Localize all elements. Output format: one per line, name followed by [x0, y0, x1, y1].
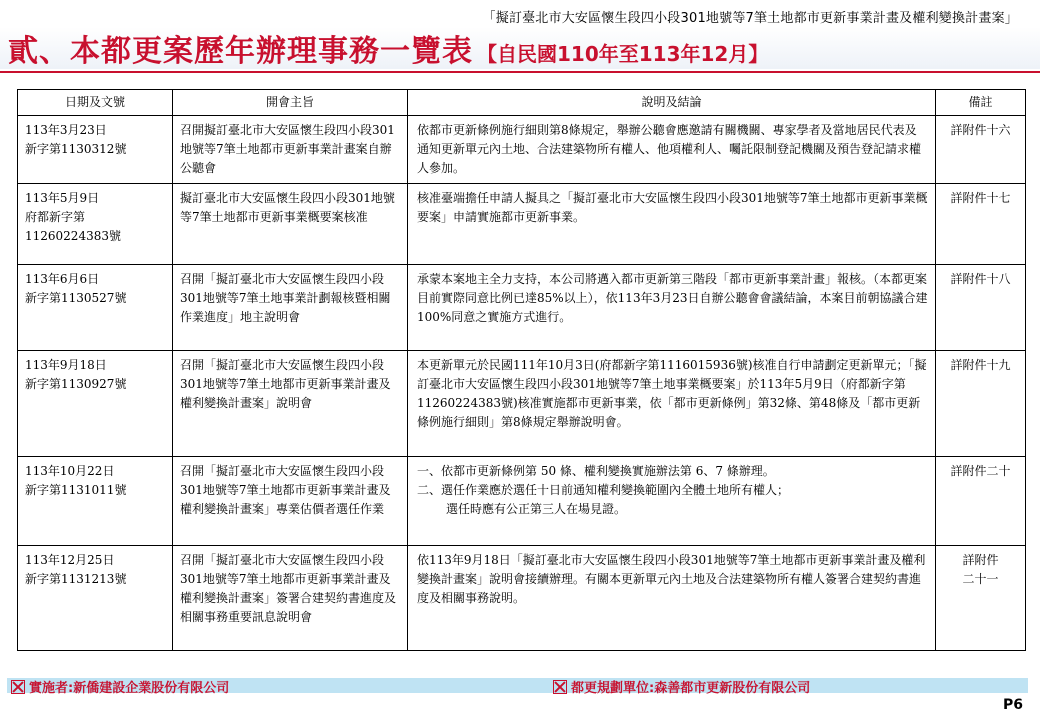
- cross-mark-icon: [553, 680, 567, 694]
- plan-subtitle: 「擬訂臺北市大安區懷生段四小段301地號等7筆土地都市更新事業計畫及權利變換計畫案」: [482, 11, 1018, 26]
- subject-cell: 召開擬訂臺北市大安區懷生段四小段301地號等7筆土地都市更新事業計畫案自辦公聽會: [173, 116, 408, 184]
- doc-number: 新字第1130927號: [25, 377, 127, 391]
- note-cell: 詳附件十六: [936, 116, 1026, 184]
- table-row: [18, 546, 1026, 651]
- doc-number: 新字第1130312號: [25, 142, 127, 156]
- note-cell: [936, 546, 1026, 651]
- planner-text: 都更規劃單位:森善都市更新股份有限公司: [571, 681, 811, 696]
- date-doc-cell: [18, 265, 173, 351]
- description-item: 二、選任作業應於選任十日前通知權利變換範圍內全體土地所有權人；: [417, 483, 790, 497]
- description-cell: 核准臺端擔任申請人擬具之「擬訂臺北市大安區懷生段四小段301地號等7筆土地都市更新事業概要案」申請實施都市更新事業。: [408, 184, 936, 265]
- doc-number: 新字第1131213號: [25, 572, 127, 586]
- page-title: [8, 26, 768, 70]
- note-cell: 詳附件十九: [936, 351, 1026, 457]
- footer-planner: [553, 677, 810, 696]
- subject-cell: 擬訂臺北市大安區懷生段四小段301地號等7筆土地都市更新事業概要案核准: [173, 184, 408, 265]
- description-cell: 承蒙本案地主全力支持，本公司將邁入都市更新第三階段「都市更新事業計畫」報核。（本都更案目前實際同意比例已達85%以上），依113年3月23日自辦公聽會會議結論，本案目前朝協議合建100%同意之實施方式進行。: [408, 265, 936, 351]
- note-cell: 詳附件十七: [936, 184, 1026, 265]
- date-doc-cell: [18, 351, 173, 457]
- note-line: 二十一: [962, 572, 999, 586]
- doc-number: 新字第1130527號: [25, 291, 127, 305]
- date: 113年5月9日: [25, 191, 100, 205]
- subject-cell: 召開「擬訂臺北市大安區懷生段四小段301地號等7筆土地都市更新事業計畫及權利變換計畫案」簽署合建契約書進度及相關事務重要訊息說明會: [173, 546, 408, 651]
- subject-cell: 召開「擬訂臺北市大安區懷生段四小段301地號等7筆土地事業計劃報核暨相關作業進度」地主說明會: [173, 265, 408, 351]
- date: 113年12月25日: [25, 553, 115, 567]
- page-number: P6: [1002, 697, 1023, 713]
- date: 113年9月18日: [25, 358, 107, 372]
- table-row: [18, 457, 1026, 546]
- table-row: [18, 351, 1026, 457]
- title-divider: [0, 71, 1040, 73]
- date-doc-cell: [18, 546, 173, 651]
- description-cell: 依113年9月18日「擬訂臺北市大安區懷生段四小段301地號等7筆土地都市更新事業計畫及權利變換計畫案」說明會接續辦理。有關本更新單元內土地及合法建築物所有權人簽署合建契約書進度及相關事務說明。: [408, 546, 936, 651]
- header-date-doc: 日期及文號: [18, 90, 173, 116]
- description-cell: 本更新單元於民國111年10月3日(府都新字第1116015936號)核准自行申請劃定更新單元；「擬訂臺北市大安區懷生段四小段301地號等7筆土地事業概要案」於113年5月9日（府都新字第11260224383號)核准實施都市更新事業，依「都市更新條例」第32條、第48條及「都市更新條例施行細則」第8條規定舉辦說明會。: [408, 351, 936, 457]
- table-row: [18, 265, 1026, 351]
- header-description: 說明及結論: [408, 90, 936, 116]
- description-cell: 依都市更新條例施行細則第8條規定，舉辦公聽會應邀請有關機關、專家學者及當地居民代表及通知更新單元內土地、合法建築物所有權人、他項權利人、囑託限制登記機關及預告登記請求權人參加。: [408, 116, 936, 184]
- subject-cell: 召開「擬訂臺北市大安區懷生段四小段301地號等7筆土地都市更新事業計畫及權利變換計畫案」說明會: [173, 351, 408, 457]
- date: 113年3月23日: [25, 123, 107, 137]
- date-doc-cell: [18, 116, 173, 184]
- affairs-table: [17, 89, 1026, 651]
- footer-implementer: [11, 677, 229, 696]
- description-cell: [408, 457, 936, 546]
- date-doc-cell: [18, 457, 173, 546]
- table-header-row: [18, 90, 1026, 116]
- header-note: 備註: [936, 90, 1026, 116]
- page-title-main: 貳、本都更案歷年辦理事務一覽表: [8, 34, 473, 69]
- description-item: 選任時應有公正第三人在場見證。: [446, 502, 627, 516]
- table-row: [18, 184, 1026, 265]
- subject-cell: 召開「擬訂臺北市大安區懷生段四小段301地號等7筆土地都市更新事業計畫及權利變換計畫案」專業估價者選任作業: [173, 457, 408, 546]
- date: 113年6月6日: [25, 272, 100, 286]
- note-cell: 詳附件二十: [936, 457, 1026, 546]
- note-line: 詳附件: [962, 553, 999, 567]
- header-subject: 開會主旨: [173, 90, 408, 116]
- page-title-range: 【自民國110年至113年12月】: [477, 42, 769, 66]
- implementer-text: 實施者:新僑建設企業股份有限公司: [29, 681, 230, 696]
- note-cell: 詳附件十八: [936, 265, 1026, 351]
- doc-number: 新字第1131011號: [25, 483, 127, 497]
- description-item: 一、依都市更新條例第 50 條、權利變換實施辦法第 6、7 條辦理。: [417, 464, 775, 478]
- table-row: [18, 116, 1026, 184]
- date: 113年10月22日: [25, 464, 115, 478]
- doc-number: 府都新字第11260224383號: [25, 210, 121, 243]
- date-doc-cell: [18, 184, 173, 265]
- cross-mark-icon: [11, 680, 25, 694]
